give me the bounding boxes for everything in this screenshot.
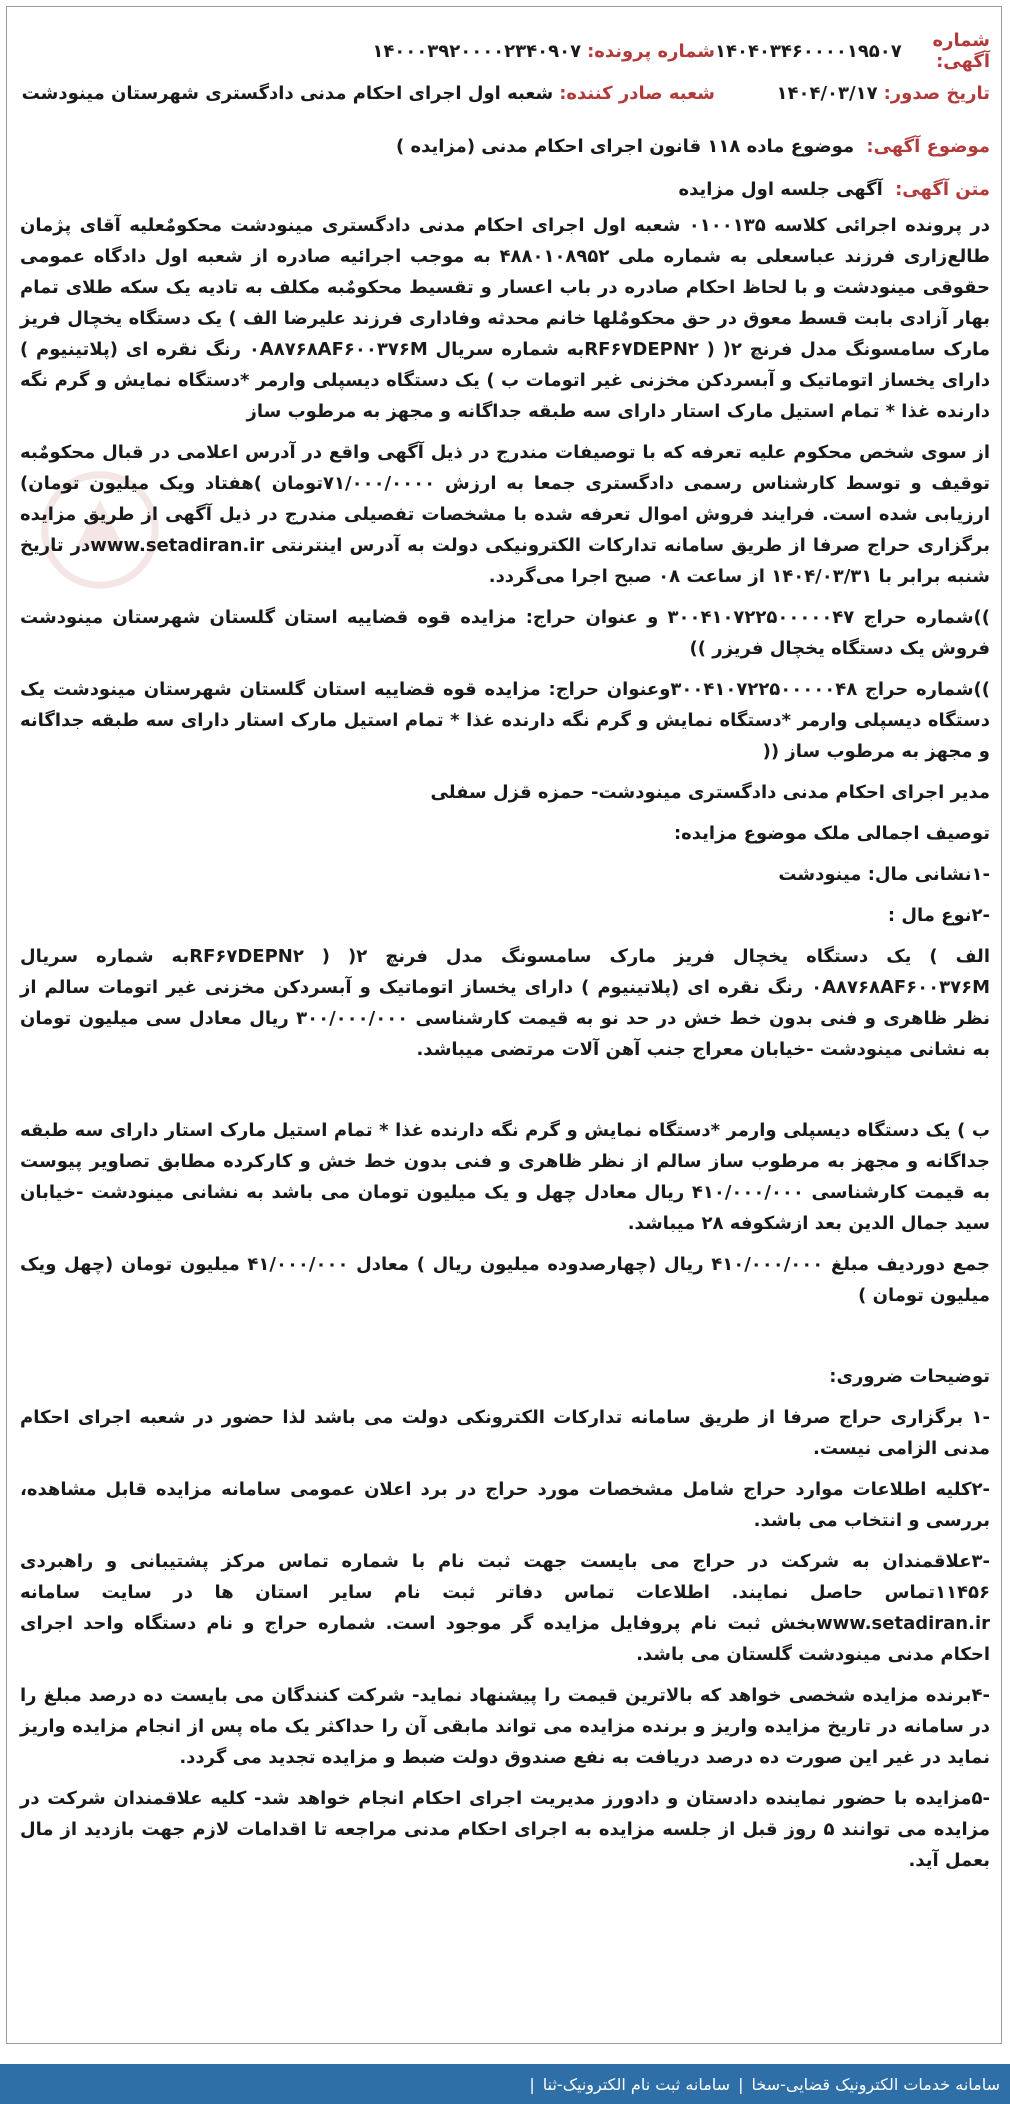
paragraph-valuation: از سوی شخص محکوم علیه تعرفه که با توصیفات مندرج در ذیل آگهی واقع در آدرس اعلامی در قبال محکومٌبه توقیف و توسط کارشناس رسمی دادگستری جمعا به ارزش ۷۱/۰۰۰/۰۰۰۰تومان )هفتاد ویک میلیون تومان) ارزیابی شده است. فرایند فروش اموال تعرفه شده با مشخصات تفصیلی مندرج در ذیل آگهی از طریق مزایده برگزاری حراج صرفا از طریق سامانه تدارکات الکترونیکی دولت به آدرس اینترنتی www.setadiran.irدر تاریخ شنبه برابر با ۱۴۰۴/۰۳/۳۱ از ساعت ۰۸ صبح اجرا می‌گردد.	[20, 442, 990, 587]
issue-date	[715, 83, 990, 104]
paragraph-manager: مدیر اجرای احکام مدنی دادگستری مینودشت- حمزه قزل سفلی	[430, 782, 990, 803]
subject-row	[20, 136, 990, 157]
case-number-value: ۱۴۰۰۰۳۹۲۰۰۰۰۲۳۴۰۹۰۷	[372, 40, 582, 62]
ad-number-label: شماره آگهی:	[932, 30, 990, 72]
body-title-row	[20, 179, 990, 200]
spacer	[20, 1065, 990, 1105]
paragraph-note-1: -۱ برگزاری حراج صرفا از طریق سامانه تدارکات الکترونکی دولت می باشد لذا حضور در شعبه اجرای احکام مدنی الزامی نیست.	[20, 1407, 990, 1459]
footer-bar	[0, 2064, 1010, 2104]
paragraph-total: جمع دوردیف مبلغ ۴۱۰/۰۰۰/۰۰۰ ریال (چهارصدوده میلیون ریال ) معادل ۴۱/۰۰۰/۰۰۰ میلیون تومان (چهل ویک میلیون تومان )	[20, 1254, 990, 1306]
paragraph-item-b: ب ) یک دستگاه دیسپلی وارمر *دستگاه نمایش و گرم نگه دارنده غذا * تمام استیل مارک استار دارای سه طبقه جداگانه و مجهز به مرطوب ساز سالم از نظر ظاهری و فنی بدون خط خش و کارکرده مطابق تصاویر پیوست به قیمت کارشناسی ۴۱۰/۰۰۰/۰۰۰ ریال معادل چهل و یک میلیون تومان می باشد به نشانی مینودشت -خیابان سید جمال الدین بعد ازشکوفه ۲۸ میباشد.	[20, 1120, 990, 1234]
footer-separator: |	[738, 2074, 744, 2094]
paragraph-note-4: -۴برنده مزایده شخصی خواهد که بالاترین قیمت را پیشنهاد نماید- شرکت کنندگان می بایست ده درصد مبلغ را در سامانه در تاریخ مزایده واریز و برنده مزایده می تواند مابقی آن را حداکثر یک ماه پس از انجام مزایده واریز نماید در غیر این صورت ده درصد دریافت به نفع صندوق دولت ضبط و مزایده تجدید می گردد.	[20, 1685, 990, 1768]
body-title-value: آگهی جلسه اول مزایده	[678, 179, 883, 200]
meta-row-2	[20, 72, 990, 114]
paragraph-auction-2: ))شماره حراج ۳۰۰۴۱۰۷۲۲۵۰۰۰۰۰۴۸وعنوان حراج: مزایده قوه قضاییه استان گلستان شهرستان مینودشت یک دستگاه دیسپلی وارمر *دستگاه نمایش و گرم نگه دارنده غذا * تمام استیل مارک استار دارای سه طبقه جداگانه و مجهز به مرطوب ساز ((	[20, 679, 990, 762]
paragraph-case-details: در پرونده اجرائی کلاسه ۰۱۰۰۱۳۵ شعبه اول اجرای احکام مدنی دادگستری مینودشت محکومٌعلیه آقای پژمان طالع‌زاری فرزند عباسعلی به شماره ملی ۴۸۸۰۱۰۸۹۵۲ به موجب اجرائیه صادره از شعبه اول دادگاه عمومی حقوقی مینودشت و با لحاظ احکام صادره در باب اعسار و تقسیط محکومٌبه مکلف به تادیه یک سکه طلای تمام بهار آزادی بابت قسط معوق در حق محکومٌلها خانم محدثه وفاداری فرزند علیرضا الف ) یک دستگاه یخچال فریز مارک سامسونگ مدل فرنچ ۲( ( RF۶۷DEPN۲به شماره سریال ۰A۸۷۶۸AF۶۰۰۳۷۶M رنگ نقره ای (پلاتینیوم ) دارای یخساز اتوماتیک و آبسردکن مخزنی غیر اتومات ب ) یک دستگاه دیسپلی وارمر *دستگاه نمایش و گرم نگه دارنده غذا * تمام استیل مارک استار دارای سه طبقه جداگانه و مجهز به مرطوب ساز	[20, 215, 990, 422]
subject-value: موضوع ماده ۱۱۸ قانون اجرای احکام مدنی (مزایده )	[396, 136, 855, 157]
case-number	[372, 41, 715, 62]
paragraph-item-a: الف ) یک دستگاه یخچال فریز مارک سامسونگ مدل فرنچ ۲( ( RF۶۷DEPN۲به شماره سریال ۰A۸۷۶۸AF۶۰۰۳۷۶M رنگ نقره ای (پلاتینیوم ) دارای یخساز اتوماتیک و آبسردکن مخزنی غیر اتومات سالم از نظر ظاهری و فنی بدون خط خش در حد نو به قیمت کارشناسی ۳۰۰/۰۰۰/۰۰۰ ریال معادل سی میلیون تومان به نشانی مینودشت -خیابان معراج جنب آهن آلات مرتضی میباشد.	[20, 946, 990, 1060]
issuer	[22, 83, 715, 104]
meta-row-1	[20, 30, 990, 72]
issuer-value: شعبه اول اجرای احکام مدنی دادگستری شهرستان مینودشت	[21, 82, 554, 104]
issue-date-value: ۱۴۰۴/۰۳/۱۷	[776, 82, 878, 104]
case-number-label: شماره پرونده:	[587, 40, 715, 62]
footer-separator: |	[529, 2074, 535, 2094]
body-title-label: متن آگهی:	[895, 179, 990, 200]
paragraph-notes-title: توضیحات ضروری:	[829, 1366, 990, 1387]
issuer-label: شعبه صادر کننده:	[559, 82, 715, 104]
paragraph-property-summary: توصیف اجمالی ملک موضوع مزایده:	[673, 823, 990, 844]
footer-link-sana[interactable]: سامانه ثبت نام الکترونیک-ثنا	[542, 2074, 731, 2094]
footer-link-sakha[interactable]: سامانه خدمات الکترونیک قضایی-سخا	[751, 2074, 1000, 2094]
ad-number-value: ۱۴۰۴۰۳۴۶۰۰۰۰۱۹۵۰۷	[715, 40, 902, 62]
ad-number	[715, 30, 990, 72]
paragraph-type: -۲نوع مال :	[887, 905, 990, 926]
spacer	[20, 1311, 990, 1351]
notice-content	[20, 30, 990, 1876]
issue-date-label: تاریخ صدور:	[883, 82, 990, 104]
paragraph-note-2: -۲کلیه اطلاعات موارد حراج شامل مشخصات مورد حراج در برد اعلان عمومی سامانه مزایده قابل مشاهده، بررسی و انتخاب می باشد.	[20, 1479, 990, 1531]
paragraph-auction-1: ))شماره حراج ۳۰۰۴۱۰۷۲۲۵۰۰۰۰۰۴۷ و عنوان حراج: مزایده قوه قضاییه استان گلستان شهرستان مینودشت فروش یک دستگاه یخچال فریزر ))	[20, 607, 990, 659]
paragraph-note-5: -۵مزایده با حضور نماینده دادستان و دادورز مدیریت اجرای احکام انجام خواهد شد- کلیه علاقمندان شرکت در مزایده می توانند ۵ روز قبل از جلسه مزایده به اجرای احکام مدنی مراجعه تا اقدامات لازم جهت بازدید از مال بعمل آید.	[20, 1788, 990, 1871]
paragraph-address: -۱نشانی مال: مینودشت	[778, 864, 990, 885]
subject-label: موضوع آگهی:	[866, 136, 990, 157]
paragraph-note-3: -۳علاقمندان به شرکت در حراج می بایست جهت ثبت نام با شماره تماس مرکز پشتیبانی و راهبردی ۱۱۴۵۶تماس حاصل نمایند. اطلاعات تماس دفاتر ثبت نام سایر استان ها در سایت سامانه www.setadiran.irبخش ثبت نام پروفایل مزایده گر موجود است. شماره حراج و نام دستگاه واحد اجرای احکام مدنی مینودشت گلستان می باشد.	[20, 1551, 990, 1665]
